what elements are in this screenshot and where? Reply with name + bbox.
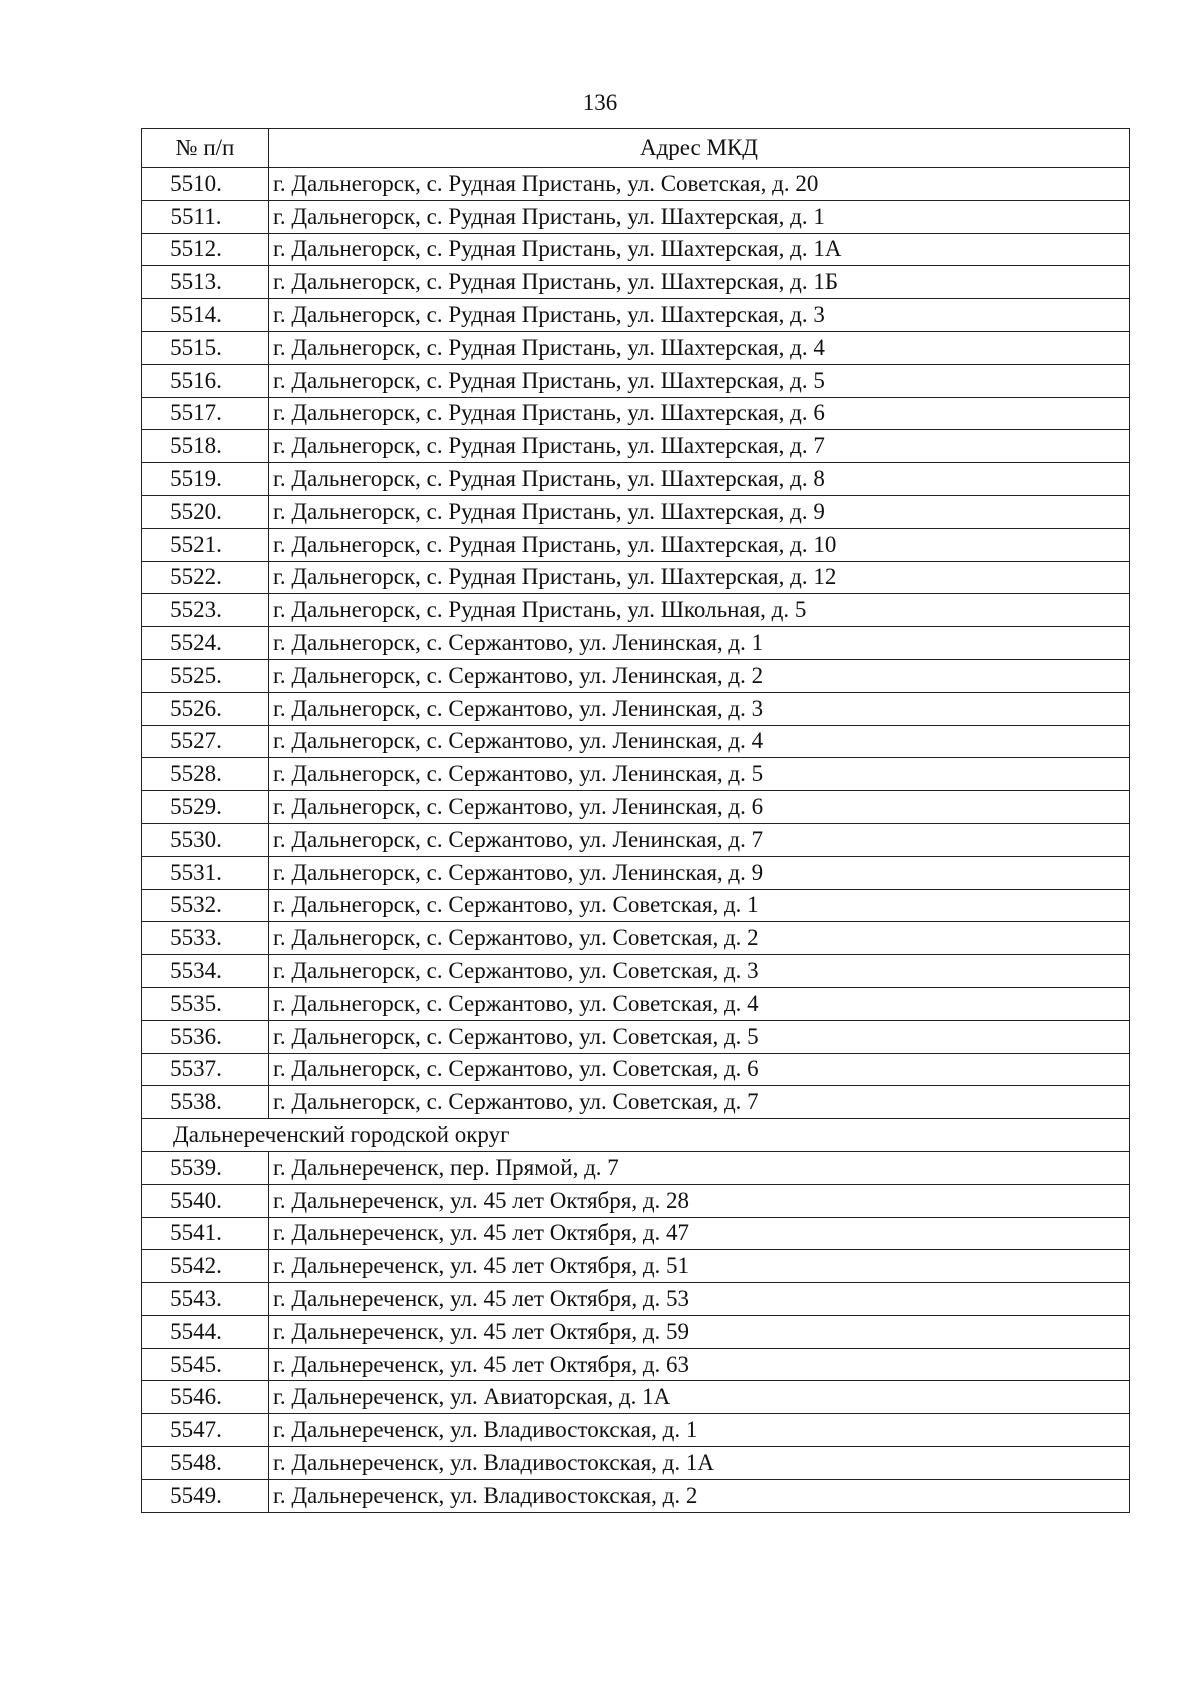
row-number: 5524. <box>142 627 269 660</box>
row-address: г. Дальнереченск, ул. Авиаторская, д. 1А <box>269 1381 1130 1414</box>
table-row <box>142 364 1130 397</box>
table-row <box>142 168 1130 201</box>
row-address: г. Дальнереченск, ул. Владивостокская, д. 1А <box>269 1447 1130 1480</box>
row-number: 5529. <box>142 791 269 824</box>
row-address: г. Дальнегорск, с. Рудная Пристань, ул. Шахтерская, д. 6 <box>269 397 1130 430</box>
row-number: 5519. <box>142 463 269 496</box>
row-number: 5510. <box>142 168 269 201</box>
table-row <box>142 889 1130 922</box>
table-row <box>142 331 1130 364</box>
column-header-number: № п/п <box>142 129 269 168</box>
table-row <box>142 1184 1130 1217</box>
table-row <box>142 1315 1130 1348</box>
row-address: г. Дальнегорск, с. Сержантово, ул. Советская, д. 3 <box>269 955 1130 988</box>
row-address: г. Дальнереченск, ул. 45 лет Октября, д. 63 <box>269 1348 1130 1381</box>
row-address: г. Дальнереченск, пер. Прямой, д. 7 <box>269 1151 1130 1184</box>
table-row <box>142 495 1130 528</box>
row-number: 5546. <box>142 1381 269 1414</box>
table-row <box>142 856 1130 889</box>
row-number: 5532. <box>142 889 269 922</box>
table-row <box>142 430 1130 463</box>
table-row <box>142 299 1130 332</box>
row-number: 5545. <box>142 1348 269 1381</box>
row-number: 5547. <box>142 1414 269 1447</box>
row-address: г. Дальнегорск, с. Сержантово, ул. Ленинская, д. 1 <box>269 627 1130 660</box>
row-address: г. Дальнереченск, ул. Владивостокская, д. 1 <box>269 1414 1130 1447</box>
table-row <box>142 1020 1130 1053</box>
row-address: г. Дальнегорск, с. Сержантово, ул. Ленинская, д. 3 <box>269 692 1130 725</box>
table-header-row <box>142 129 1130 168</box>
row-number: 5533. <box>142 922 269 955</box>
table-row <box>142 1447 1130 1480</box>
row-address: г. Дальнегорск, с. Рудная Пристань, ул. Советская, д. 20 <box>269 168 1130 201</box>
row-number: 5536. <box>142 1020 269 1053</box>
row-number: 5520. <box>142 495 269 528</box>
row-number: 5549. <box>142 1479 269 1512</box>
row-address: г. Дальнегорск, с. Сержантово, ул. Ленинская, д. 6 <box>269 791 1130 824</box>
row-number: 5518. <box>142 430 269 463</box>
row-address: г. Дальнегорск, с. Сержантово, ул. Советская, д. 7 <box>269 1086 1130 1119</box>
row-number: 5521. <box>142 528 269 561</box>
row-number: 5535. <box>142 987 269 1020</box>
row-number: 5512. <box>142 233 269 266</box>
row-number: 5537. <box>142 1053 269 1086</box>
row-address: г. Дальнегорск, с. Рудная Пристань, ул. Шахтерская, д. 7 <box>269 430 1130 463</box>
table-row <box>142 823 1130 856</box>
table-row <box>142 1086 1130 1119</box>
row-address: г. Дальнегорск, с. Сержантово, ул. Советская, д. 5 <box>269 1020 1130 1053</box>
table-body <box>142 168 1130 1513</box>
row-number: 5540. <box>142 1184 269 1217</box>
table-row <box>142 1250 1130 1283</box>
row-number: 5522. <box>142 561 269 594</box>
column-header-address: Адрес МКД <box>269 129 1130 168</box>
table-row <box>142 233 1130 266</box>
row-number: 5548. <box>142 1447 269 1480</box>
row-number: 5516. <box>142 364 269 397</box>
row-address: г. Дальнегорск, с. Сержантово, ул. Ленинская, д. 5 <box>269 758 1130 791</box>
table-row <box>142 627 1130 660</box>
row-number: 5538. <box>142 1086 269 1119</box>
table-row <box>142 1283 1130 1316</box>
row-address: г. Дальнереченск, ул. 45 лет Октября, д. 59 <box>269 1315 1130 1348</box>
row-address: г. Дальнегорск, с. Рудная Пристань, ул. Шахтерская, д. 4 <box>269 331 1130 364</box>
row-address: г. Дальнегорск, с. Рудная Пристань, ул. Шахтерская, д. 1А <box>269 233 1130 266</box>
table-row <box>142 594 1130 627</box>
table-row <box>142 1479 1130 1512</box>
page-number: 136 <box>582 90 618 115</box>
table-row <box>142 758 1130 791</box>
row-number: 5539. <box>142 1151 269 1184</box>
table-row <box>142 561 1130 594</box>
row-address: г. Дальнегорск, с. Сержантово, ул. Ленинская, д. 2 <box>269 659 1130 692</box>
table-row <box>142 200 1130 233</box>
row-address: г. Дальнереченск, ул. 45 лет Октября, д. 51 <box>269 1250 1130 1283</box>
row-number: 5527. <box>142 725 269 758</box>
row-number: 5511. <box>142 200 269 233</box>
row-number: 5530. <box>142 823 269 856</box>
row-number: 5523. <box>142 594 269 627</box>
row-number: 5514. <box>142 299 269 332</box>
table-row <box>142 791 1130 824</box>
row-address: г. Дальнегорск, с. Сержантово, ул. Советская, д. 1 <box>269 889 1130 922</box>
mkd-address-table <box>141 128 1130 1513</box>
section-title: Дальнереченский городской округ <box>142 1119 1130 1152</box>
table-row <box>142 1414 1130 1447</box>
row-number: 5515. <box>142 331 269 364</box>
row-number: 5544. <box>142 1315 269 1348</box>
row-address: г. Дальнегорск, с. Рудная Пристань, ул. Шахтерская, д. 9 <box>269 495 1130 528</box>
row-address: г. Дальнегорск, с. Сержантово, ул. Советская, д. 4 <box>269 987 1130 1020</box>
row-address: г. Дальнегорск, с. Рудная Пристань, ул. Шахтерская, д. 5 <box>269 364 1130 397</box>
row-address: г. Дальнегорск, с. Рудная Пристань, ул. Шахтерская, д. 1Б <box>269 266 1130 299</box>
table-row <box>142 659 1130 692</box>
table-row <box>142 692 1130 725</box>
row-number: 5526. <box>142 692 269 725</box>
row-number: 5541. <box>142 1217 269 1250</box>
row-number: 5534. <box>142 955 269 988</box>
table-row <box>142 1217 1130 1250</box>
row-address: г. Дальнегорск, с. Рудная Пристань, ул. Шахтерская, д. 1 <box>269 200 1130 233</box>
table-row <box>142 987 1130 1020</box>
table-row <box>142 528 1130 561</box>
section-row <box>142 1119 1130 1152</box>
row-address: г. Дальнегорск, с. Рудная Пристань, ул. Шахтерская, д. 12 <box>269 561 1130 594</box>
table-row <box>142 266 1130 299</box>
table-row <box>142 1151 1130 1184</box>
row-address: г. Дальнегорск, с. Рудная Пристань, ул. Шахтерская, д. 10 <box>269 528 1130 561</box>
row-number: 5517. <box>142 397 269 430</box>
table-row <box>142 463 1130 496</box>
table-row <box>142 1381 1130 1414</box>
table-row <box>142 1053 1130 1086</box>
row-address: г. Дальнегорск, с. Рудная Пристань, ул. Школьная, д. 5 <box>269 594 1130 627</box>
table-row <box>142 922 1130 955</box>
row-address: г. Дальнегорск, с. Рудная Пристань, ул. Шахтерская, д. 3 <box>269 299 1130 332</box>
row-number: 5531. <box>142 856 269 889</box>
row-address: г. Дальнереченск, ул. 45 лет Октября, д. 28 <box>269 1184 1130 1217</box>
row-address: г. Дальнегорск, с. Рудная Пристань, ул. Шахтерская, д. 8 <box>269 463 1130 496</box>
row-address: г. Дальнереченск, ул. Владивостокская, д. 2 <box>269 1479 1130 1512</box>
table-row <box>142 397 1130 430</box>
row-address: г. Дальнегорск, с. Сержантово, ул. Ленинская, д. 9 <box>269 856 1130 889</box>
row-address: г. Дальнегорск, с. Сержантово, ул. Ленинская, д. 7 <box>269 823 1130 856</box>
row-address: г. Дальнегорск, с. Сержантово, ул. Ленинская, д. 4 <box>269 725 1130 758</box>
row-address: г. Дальнереченск, ул. 45 лет Октября, д. 47 <box>269 1217 1130 1250</box>
row-number: 5528. <box>142 758 269 791</box>
table-row <box>142 955 1130 988</box>
table-row <box>142 1348 1130 1381</box>
row-address: г. Дальнегорск, с. Сержантово, ул. Советская, д. 2 <box>269 922 1130 955</box>
row-number: 5513. <box>142 266 269 299</box>
row-address: г. Дальнереченск, ул. 45 лет Октября, д. 53 <box>269 1283 1130 1316</box>
row-number: 5525. <box>142 659 269 692</box>
row-number: 5542. <box>142 1250 269 1283</box>
table-row <box>142 725 1130 758</box>
row-address: г. Дальнегорск, с. Сержантово, ул. Советская, д. 6 <box>269 1053 1130 1086</box>
row-number: 5543. <box>142 1283 269 1316</box>
